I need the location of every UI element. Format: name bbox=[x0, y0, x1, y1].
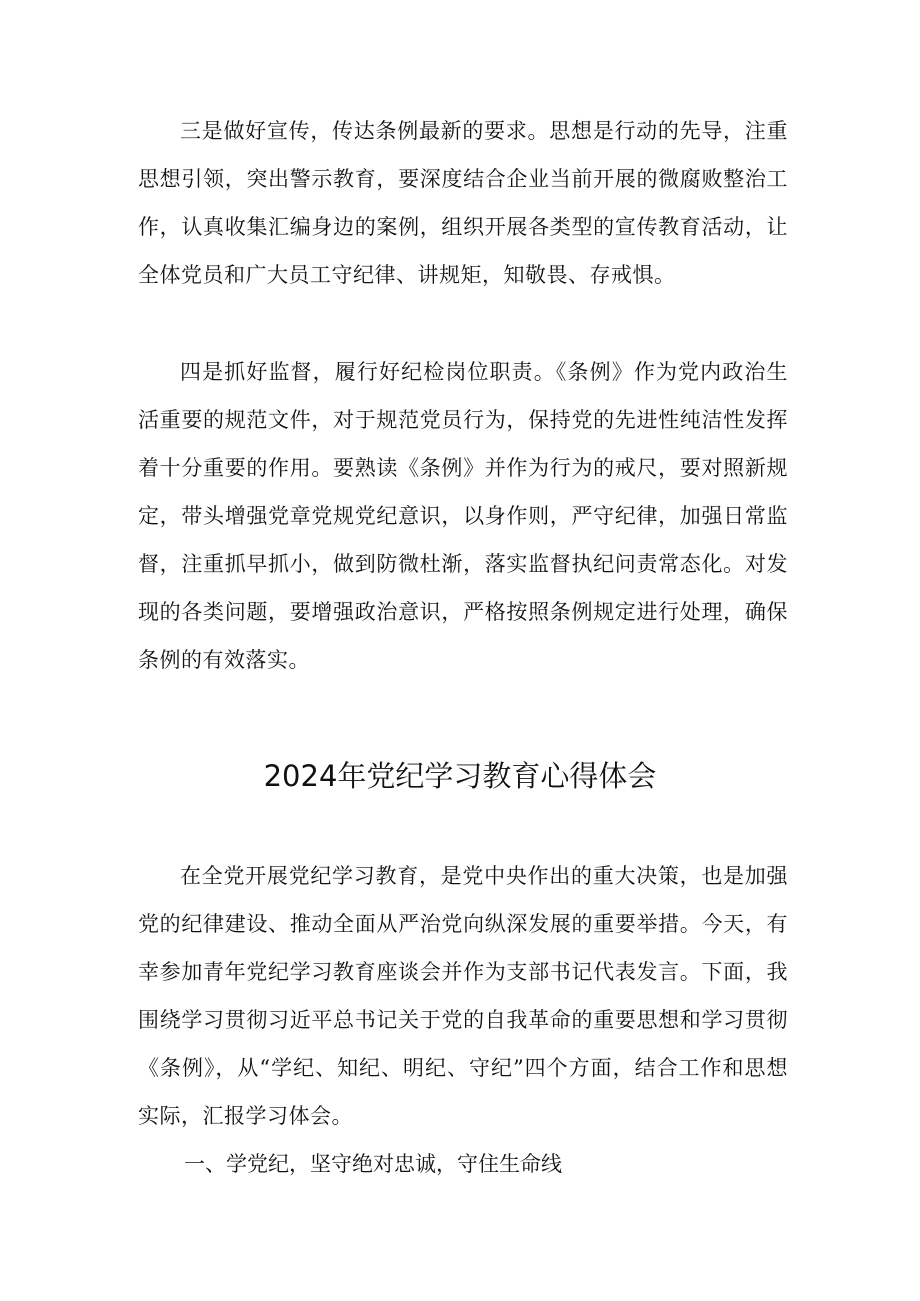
section-heading: 一、学党纪，坚守绝对忠诚，守住生命线 bbox=[184, 1152, 562, 1176]
paragraph-supervision: 四是抓好监督，履行好纪检岗位职责。《条例》作为党内政治生活重要的规范文件，对于规范党员行为，保持党的先进性纯洁性发挥着十分重要的作用。要熟读《条例》并作为行为的戒尺，要对照新规定，带头增强党章党规党纪意识，以身作则，严守纪律，加强日常监督，注重抓早抓小，做到防微杜渐，落实监督执纪问责常态化。对发现的各类问题，要增强政治意识，严格按照条例规定进行处理，确保条例的有效落实。 bbox=[138, 360, 788, 672]
paragraph-intro: 在全党开展党纪学习教育，是党中央作出的重大决策，也是加强党的纪律建设、推动全面从严治党向纵深发展的重要举措。今天，有幸参加青年党纪学习教育座谈会并作为支部书记代表发言。下面，我围绕学习贯彻习近平总书记关于党的自我革命的重要思想和学习贯彻《条例》，从“学纪、知纪、明纪、守纪”四个方面，结合工作和思想实际，汇报学习体会。 bbox=[138, 864, 788, 1128]
paragraph-publicity: 三是做好宣传，传达条例最新的要求。思想是行动的先导，注重思想引领，突出警示教育，要深度结合企业当前开展的微腐败整治工作，认真收集汇编身边的案例，组织开展各类型的宣传教育活动，让全体党员和广大员工守纪律、讲规矩，知敬畏、存戒惧。 bbox=[138, 119, 788, 287]
article-title: 2024年党纪学习教育心得体会 bbox=[263, 759, 657, 793]
